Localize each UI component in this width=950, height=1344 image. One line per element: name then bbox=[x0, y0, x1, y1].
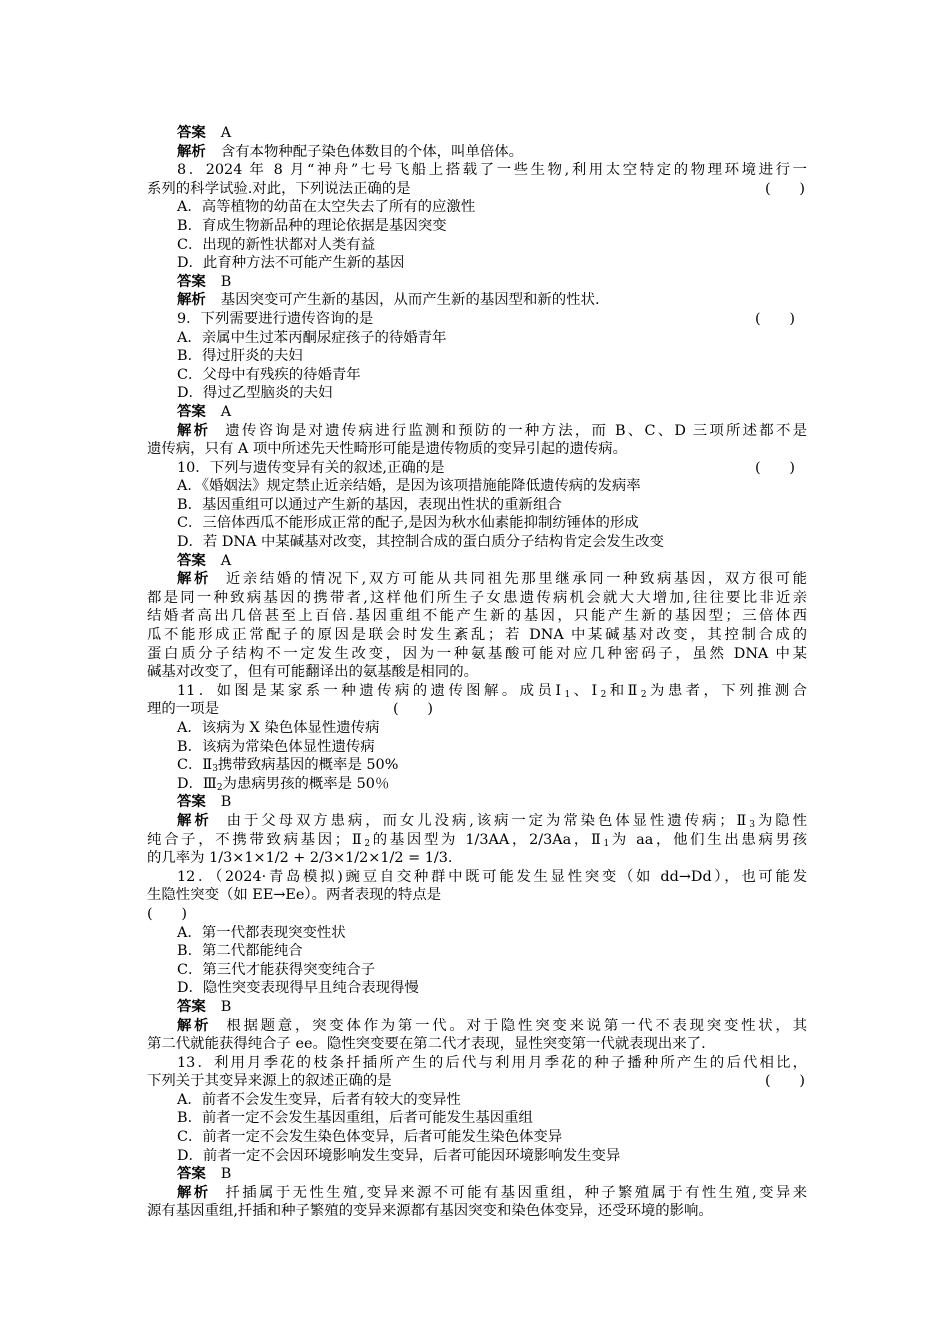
q13-option-d: D．前者一定不会因环境影响发生变异，后者可能因环境影响发生变异 bbox=[177, 1147, 621, 1164]
q10-analysis-line1: 解析 近亲结婚的情况下,双方可能从共同祖先那里继承同一种致病基因，双方很可能 bbox=[177, 570, 807, 588]
q11-stem-line1: 11．如图是某家系一种遗传病的遗传图解。成员$Ⅰ_1$、$Ⅰ_2$和$Ⅱ_2$为患者，下列推测合 bbox=[177, 682, 808, 700]
q9-answer-bracket: ( ) bbox=[754, 310, 795, 327]
q11-answer-bracket: ( ) bbox=[392, 701, 433, 718]
q9-option-d: D．得过乙型脑炎的夫妇 bbox=[177, 385, 333, 402]
q8-answer: 答案 B bbox=[177, 272, 232, 290]
q7-analysis: 解析 含有本物种配子染色体数目的个体，叫单倍体。 bbox=[177, 142, 524, 160]
document-page bbox=[147, 124, 807, 1221]
q13-option-a: A．前者不会发生变异，后者有较大的变异性 bbox=[177, 1091, 461, 1108]
q12-analysis-line2: 第二代就能获得纯合子 ee。隐性突变要在第二代才表现，显性突变第一代就表现出来了. bbox=[147, 1036, 706, 1053]
q11-analysis-line2: 纯合子，不携带致病基因；$Ⅱ_2$的基因型为 1/3AA，2/3Aa，$Ⅱ_1$为 aa，他们生出患病男孩 bbox=[147, 831, 807, 849]
q10-option-b: B．基因重组可以通过产生新的基因，表现出性状的重新组合 bbox=[177, 496, 562, 513]
q10-analysis-line5: 蛋白质分子结构不一定发生改变，因为一种氨基酸可能对应几种密码子，虽然 DNA 中某 bbox=[147, 645, 807, 662]
q11-option-b: B．该病为常染色体显性遗传病 bbox=[177, 738, 375, 755]
q12-answer: 答案 B bbox=[177, 997, 232, 1015]
q8-option-b: B．育成生物新品种的理论依据是基因突变 bbox=[177, 217, 447, 234]
q12-option-a: A．第一代都表现突变性状 bbox=[177, 924, 346, 941]
q7-answer: 答案 A bbox=[177, 124, 232, 141]
q11-stem-line2: 理的一项是 ( ) bbox=[147, 701, 433, 718]
q12-option-c: C．第三代才能获得突变纯合子 bbox=[177, 961, 376, 978]
q12-option-d: D．隐性突变表现得早且纯合表现得慢 bbox=[177, 980, 419, 997]
q13-stem-line2: 下列关于其变异来源上的叙述正确的是 ( ) bbox=[147, 1073, 805, 1090]
q10-option-a: A．《婚姻法》规定禁止近亲结婚，是因为该项措施能降低遗传病的发病率 bbox=[177, 478, 641, 495]
q13-option-b: B．前者一定不会发生基因重组，后者可能发生基因重组 bbox=[177, 1110, 533, 1127]
q9-option-c: C．父母中有残疾的待婚青年 bbox=[177, 366, 361, 383]
q12-option-b: B．第二代都能纯合 bbox=[177, 943, 303, 960]
q12-stem-line1: 12．（2024·青岛模拟)豌豆自交种群中既可能发生显性突变（如 dd→Dd），也可能发 bbox=[177, 868, 807, 885]
q9-option-a: A．亲属中生过苯丙酮尿症孩子的待婚青年 bbox=[177, 329, 447, 346]
q11-option-c: C．$Ⅱ_3$携带致病基因的概率是 50% bbox=[177, 757, 399, 775]
q8-option-a: A．高等植物的幼苗在太空失去了所有的应激性 bbox=[177, 199, 476, 216]
q10-analysis-line4: 瓜不能形成正常配子的原因是联会时发生紊乱；若 DNA 中某碱基对改变，其控制合成的 bbox=[147, 627, 807, 644]
q11-analysis-line1: 解析 由于父母双方患病，而女儿没病,该病一定为常染色体显性遗传病；$Ⅱ_3$为隐性 bbox=[177, 811, 807, 830]
q11-answer: 答案 B bbox=[177, 793, 232, 811]
q9-answer: 答案 A bbox=[177, 402, 232, 420]
q12-stem-line2: 生隐性突变（如 EE→Ee）。两者表现的特点是 bbox=[147, 887, 442, 904]
q12-answer-bracket: ( ) bbox=[147, 905, 188, 922]
q10-option-c: C．三倍体西瓜不能形成正常的配子,是因为秋水仙素能抑制纺锤体的形成 bbox=[177, 515, 639, 532]
q11-analysis-line3: 的几率为 1/3×1×1/2 + 2/3×1/2×1/2 = 1/3. bbox=[147, 850, 453, 867]
q10-stem: 10．下列与遗传变异有关的叙述,正确的是 ( ) bbox=[177, 459, 795, 476]
q10-answer-bracket: ( ) bbox=[754, 459, 795, 476]
q9-stem: 9．下列需要进行遗传咨询的是 ( ) bbox=[177, 310, 795, 327]
q13-answer: 答案 B bbox=[177, 1165, 232, 1183]
q8-stem-line2: 系列的科学试验.对此，下列说法正确的是 ( ) bbox=[147, 180, 805, 197]
q8-analysis: 解析 基因突变可产生新的基因，从而产生新的基因型和新的性状. bbox=[177, 291, 600, 309]
q9-analysis-line1: 解析 遗传咨询是对遗传病进行监测和预防的一种方法，而 B、C、D 三项所述都不是 bbox=[177, 421, 807, 439]
q13-option-c: C．前者一定不会发生染色体变异，后者可能发生染色体变异 bbox=[177, 1129, 563, 1146]
q10-analysis-line3: 结婚者高出几倍甚至上百倍.基因重组不能产生新的基因，只能产生新的基因型；三倍体西 bbox=[147, 608, 807, 625]
q10-answer: 答案 A bbox=[177, 551, 232, 569]
q8-option-d: D．此育种方法不可能产生新的基因 bbox=[177, 255, 405, 272]
q8-answer-bracket: ( ) bbox=[764, 180, 805, 197]
q13-analysis-line2: 源有基因重组,扦插和种子繁殖的变异来源都有基因突变和染色体变异，还受环境的影响。 bbox=[147, 1203, 713, 1220]
q10-option-d: D．若 DNA 中某碱基对改变，其控制合成的蛋白质分子结构肯定会发生改变 bbox=[177, 534, 664, 551]
q12-analysis-line1: 解析 根据题意，突变体作为第一代。对于隐性突变来说第一代不表现突变性状，其 bbox=[177, 1016, 807, 1034]
q11-option-d: D．$Ⅲ_2$为患病男孩的概率是 50％ bbox=[177, 775, 390, 793]
q13-answer-bracket: ( ) bbox=[764, 1073, 805, 1090]
q10-analysis-line6: 碱基对改变了，但有可能翻译出的氨基酸是相同的。 bbox=[147, 664, 478, 681]
q13-analysis-line1: 解析 扦插属于无性生殖,变异来源不可能有基因重组，种子繁殖属于有性生殖,变异来 bbox=[177, 1183, 807, 1201]
q8-option-c: C．出现的新性状都对人类有益 bbox=[177, 236, 376, 253]
q11-option-a: A．该病为 X 染色体显性遗传病 bbox=[177, 720, 380, 736]
q13-stem-line1: 13．利用月季花的枝条扦插所产生的后代与利用月季花的种子播种所产生的后代相比， bbox=[177, 1054, 807, 1071]
q9-option-b: B．得过肝炎的夫妇 bbox=[177, 348, 303, 365]
q10-analysis-line2: 都是同一种致病基因的携带者,这样他们所生子女患遗传病机会就大大增加,往往要比非近亲 bbox=[147, 589, 807, 606]
q9-analysis-line2: 遗传病，只有 A 项中所述先天性畸形可能是遗传物质的变异引起的遗传病。 bbox=[147, 441, 628, 458]
q8-stem-line1: 8．2024 年 8 月“神舟”七号飞船上搭载了一些生物,利用太空特定的物理环境进行一 bbox=[177, 162, 807, 179]
